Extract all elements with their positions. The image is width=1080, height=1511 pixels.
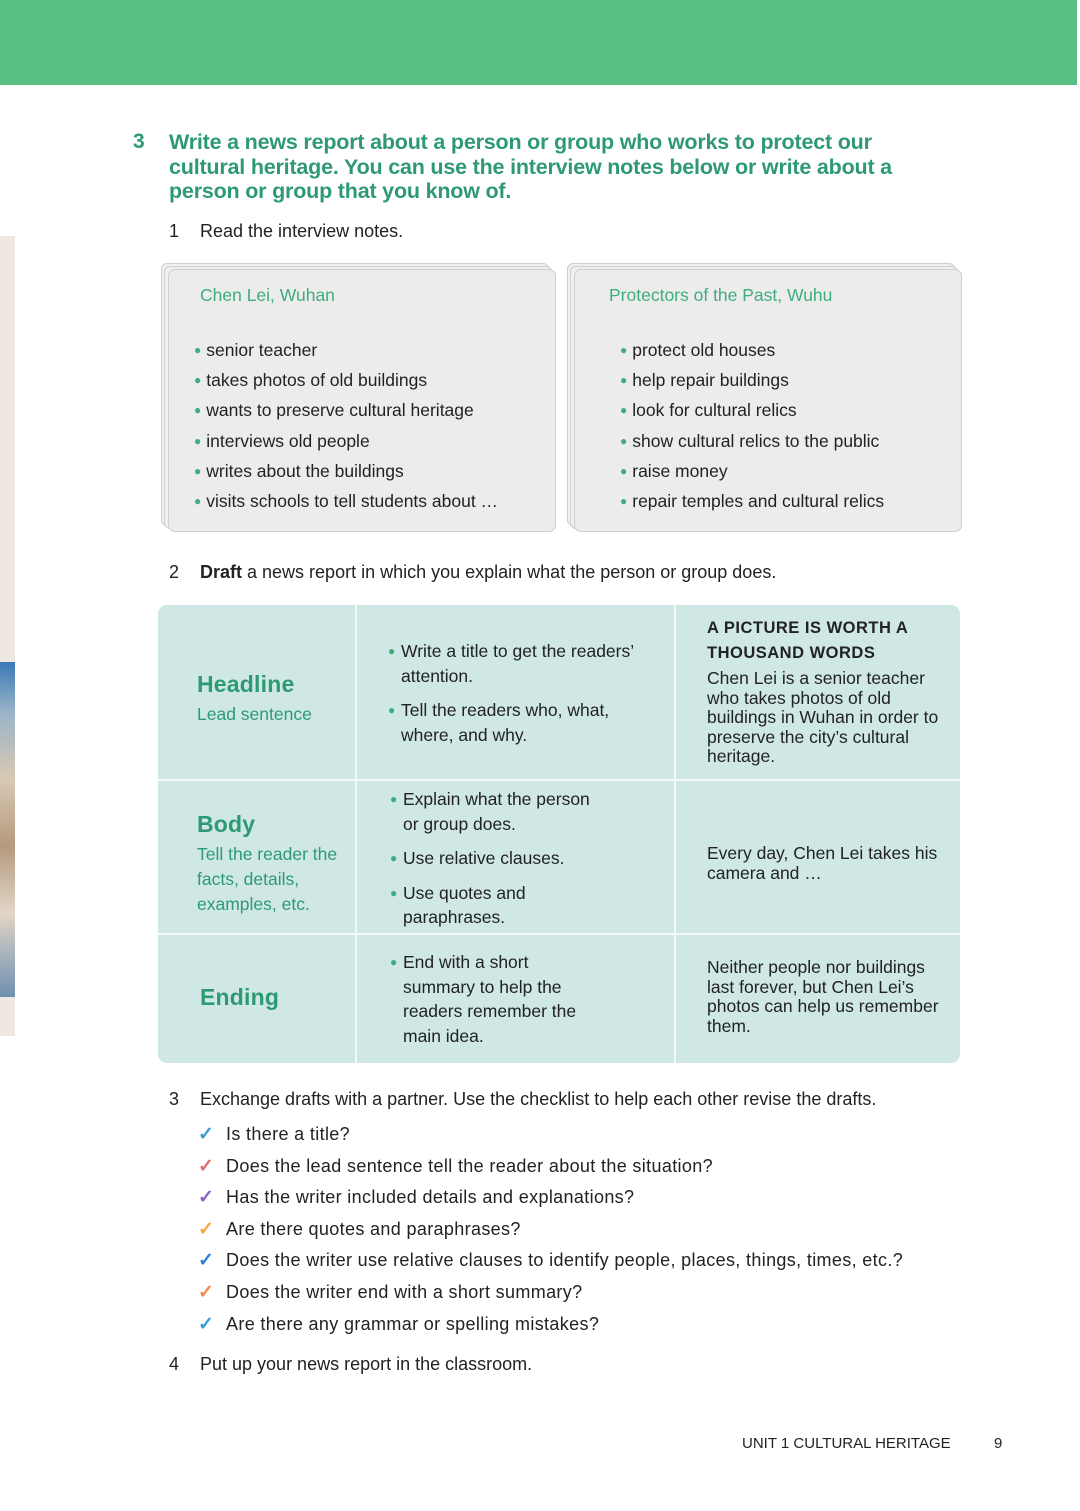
note-title: Chen Lei, Wuhan — [200, 285, 335, 305]
tip: ● Use relative clauses. — [390, 848, 565, 868]
step-3-text: Exchange drafts with a partner. Use the checklist to help each other revise the drafts. — [200, 1089, 877, 1109]
tip: ● Tell the readers who, what, where, and why. — [388, 700, 610, 745]
note-card-chen-lei — [168, 269, 556, 532]
check-icon: ✓ — [198, 1281, 215, 1303]
body-section — [197, 811, 352, 917]
check-icon: ✓ — [198, 1250, 215, 1272]
check-icon: ✓ — [198, 1155, 215, 1177]
list-item: ● look for cultural relics — [620, 400, 797, 421]
top-banner — [0, 0, 1077, 85]
step-2 — [169, 562, 776, 583]
list-item: ● wants to preserve cultural heritage — [194, 400, 474, 421]
ending-section — [200, 984, 350, 1011]
tip: ● Explain what the person or group does. — [390, 789, 590, 834]
checklist-item: ✓ Are there quotes and paraphrases? — [198, 1218, 521, 1240]
list-item: ● visits schools to tell students about … — [194, 490, 499, 511]
step-2-text: a news report in which you explain what the person or group does. — [242, 562, 777, 582]
headline-tips — [388, 639, 643, 757]
section-title: Body — [197, 811, 256, 837]
checklist-item: ✓ Is there a title? — [198, 1124, 351, 1145]
ending-example — [707, 958, 947, 1036]
body-example — [707, 844, 947, 883]
step-4 — [169, 1354, 532, 1375]
list-item: ● senior teacher — [194, 340, 318, 360]
note-list — [620, 339, 884, 520]
checklist-item: ✓ Are there any grammar or spelling mistakes? — [198, 1313, 600, 1335]
list-item: ● help repair buildings — [620, 370, 789, 391]
section-title: Ending — [200, 984, 280, 1010]
headline-example — [707, 616, 947, 767]
structure-table — [158, 605, 960, 1063]
example-text: Neither people nor buildings last forever, but Chen Lei’s photos can help us remember them. — [707, 957, 939, 1036]
task-number: 3 — [133, 130, 145, 153]
page-number: 9 — [994, 1435, 1003, 1452]
revision-checklist — [198, 1122, 903, 1343]
example-text: Every day, Chen Lei takes his camera and … — [707, 843, 938, 883]
list-item: ● repair temples and cultural relics — [620, 490, 885, 511]
checklist-item: ✓ Does the writer end with a short summary? — [198, 1281, 583, 1303]
step-2-bold: Draft — [200, 562, 243, 582]
tip: ● Use quotes and paraphrases. — [390, 882, 526, 927]
section-title: Headline — [197, 671, 295, 697]
checklist-item: ✓ Does the writer use relative clauses to identify people, places, things, times, etc.? — [198, 1250, 904, 1272]
step-1 — [169, 221, 403, 242]
note-list — [194, 339, 498, 520]
section-subtitle: Tell the reader the facts, details, examples, etc. — [197, 844, 338, 914]
footer-unit: UNIT 1 CULTURAL HERITAGE — [742, 1435, 951, 1452]
tip: ● Write a title to get the readers’ attention. — [388, 641, 634, 686]
headline-section — [197, 671, 347, 727]
step-4-number: 4 — [169, 1354, 180, 1374]
tip: ● End with a short summary to help the readers remember the main idea. — [390, 952, 577, 1046]
check-icon: ✓ — [198, 1124, 215, 1145]
list-item: ● interviews old people — [194, 430, 370, 451]
step-3 — [169, 1089, 876, 1110]
left-edge-photo — [0, 662, 15, 997]
step-4-text: Put up your news report in the classroom. — [200, 1354, 533, 1374]
left-page-edge — [0, 236, 15, 1036]
note-title: Protectors of the Past, Wuhu — [609, 285, 833, 305]
list-item: ● show cultural relics to the public — [620, 430, 880, 451]
example-text: Chen Lei is a senior teacher who takes photos of old buildings in Wuhan in order to preserve the city’s cultural heritage. — [707, 668, 939, 766]
checklist-item: ✓ Has the writer included details and explanations? — [198, 1187, 635, 1209]
list-item: ● writes about the buildings — [194, 460, 404, 481]
step-2-number: 2 — [169, 562, 180, 582]
body-tips — [390, 787, 610, 940]
check-icon: ✓ — [198, 1313, 215, 1335]
ending-tips — [390, 950, 605, 1058]
checklist-item: ✓ Does the lead sentence tell the reader about the situation? — [198, 1155, 713, 1177]
step-1-text: Read the interview notes. — [200, 221, 404, 241]
check-icon: ✓ — [198, 1187, 215, 1209]
task-title: Write a news report about a person or group who works to protect our cultural heritage. You can use the interview notes below or write about a person or group that you know of. — [169, 130, 892, 203]
list-item: ● raise money — [620, 460, 728, 481]
check-icon: ✓ — [198, 1218, 215, 1240]
section-subtitle: Lead sentence — [197, 704, 312, 724]
step-1-number: 1 — [169, 221, 180, 241]
list-item: ● takes photos of old buildings — [194, 370, 428, 391]
note-card-protectors — [574, 269, 962, 532]
list-item: ● protect old houses — [620, 340, 776, 360]
step-3-number: 3 — [169, 1089, 180, 1109]
example-headline: A PICTURE IS WORTH A THOUSAND WORDS — [707, 619, 908, 662]
